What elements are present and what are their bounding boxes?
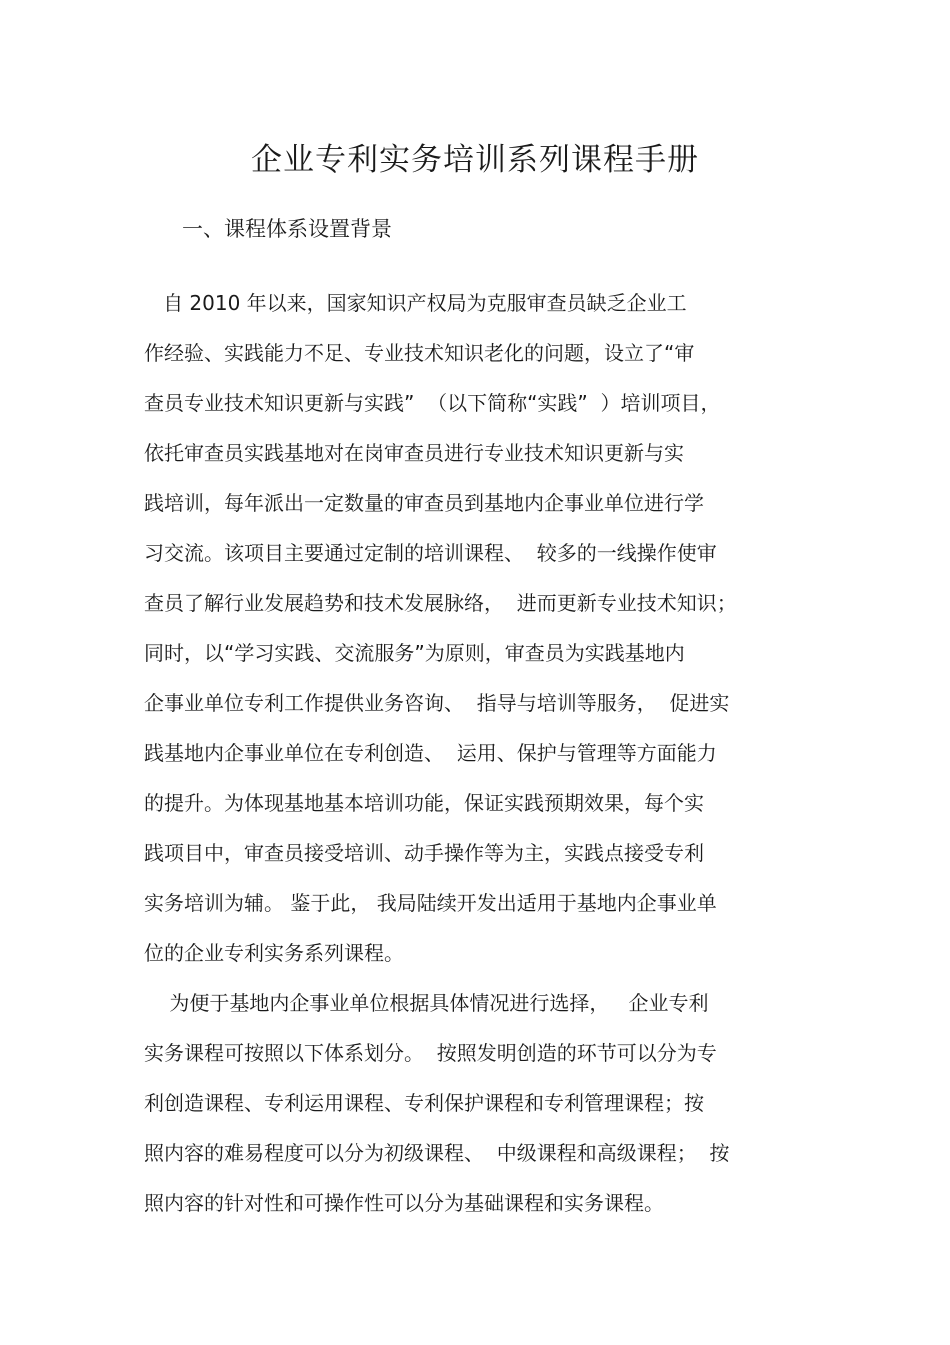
- text-line: 践培训，每年派出一定数量的审查员到基地内企事业单位进行学: [144, 491, 704, 515]
- text-line: 照内容的针对性和可操作性可以分为基础课程和实务课程。: [144, 1191, 664, 1215]
- text-line: 的提升。为体现基地基本培训功能，保证实践预期效果，每个实: [144, 791, 704, 815]
- text-line: 践基地内企事业单位在专利创造、 运用、保护与管理等方面能力: [144, 741, 717, 765]
- text-line: 依托审查员实践基地对在岗审查员进行专业技术知识更新与实: [144, 441, 684, 465]
- text-line: 实务课程可按照以下体系划分。 按照发明创造的环节可以分为专: [144, 1041, 717, 1065]
- text-line: 践项目中，审查员接受培训、动手操作等为主，实践点接受专利: [144, 841, 704, 865]
- text-line: 查员了解行业发展趋势和技术发展脉络， 进而更新专业技术知识；: [144, 591, 737, 615]
- section-heading: 一、课程体系设置背景: [182, 217, 392, 241]
- text-line: 自 2010 年以来，国家知识产权局为克服审查员缺乏企业工: [144, 291, 687, 315]
- document-title: 企业专利实务培训系列课程手册: [251, 142, 699, 178]
- text-line: 同时，以“学习实践、交流服务”为原则，审查员为实践基地内: [144, 641, 685, 665]
- text-line: 位的企业专利实务系列课程。: [144, 941, 404, 965]
- text-line: 利创造课程、专利运用课程、专利保护课程和专利管理课程；按: [144, 1091, 704, 1115]
- text-line: 照内容的难易程度可以分为初级课程、 中级课程和高级课程； 按: [144, 1141, 730, 1165]
- text-line: 为便于基地内企事业单位根据具体情况进行选择， 企业专利: [144, 991, 709, 1015]
- text-line: 查员专业技术知识更新与实践” （以下简称“实践” ）培训项目，: [144, 391, 721, 415]
- text-line: 作经验、实践能力不足、专业技术知识老化的问题，设立了“审: [144, 341, 695, 365]
- text-line: 习交流。该项目主要通过定制的培训课程、 较多的一线操作使审: [144, 541, 717, 565]
- text-line: 实务培训为辅。 鉴于此， 我局陆续开发出适用于基地内企事业单: [144, 891, 717, 915]
- text-line: 企事业单位专利工作提供业务咨询、 指导与培训等服务， 促进实: [144, 691, 730, 715]
